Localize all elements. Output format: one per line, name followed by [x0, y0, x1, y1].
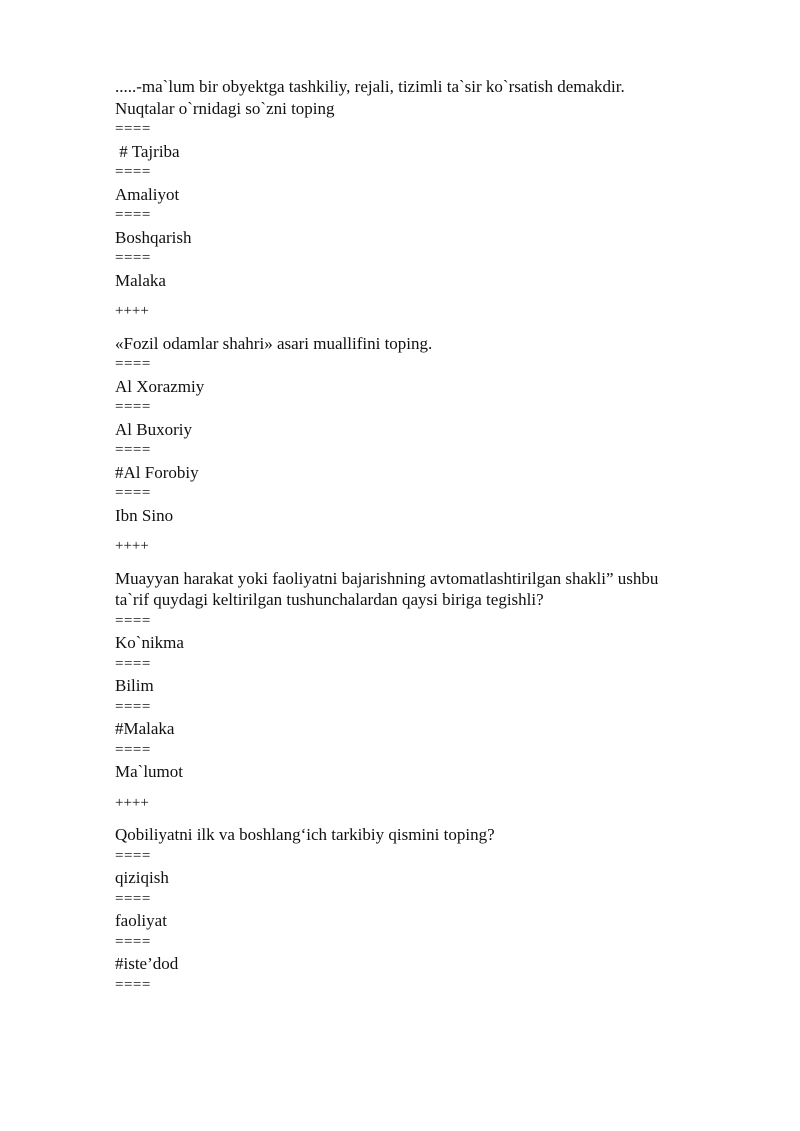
option-separator: ====: [115, 847, 151, 864]
option-separator: ====: [115, 612, 151, 629]
option-separator: ====: [115, 250, 151, 266]
answer-option: Amaliyot: [115, 184, 180, 204]
answer-option: Ko`nikma: [115, 633, 184, 652]
answer-option: qiziqish: [115, 868, 169, 887]
option-separator: ====: [115, 356, 151, 372]
option-separator: ====: [115, 655, 151, 672]
answer-option: # Tajriba: [115, 141, 180, 161]
question-text: Qobiliyatni ilk va boshlang‘ich tarkibiy qismini toping?: [115, 825, 495, 844]
answer-option: #iste’dod: [115, 954, 179, 973]
question-text: Nuqtalar o`rnidagi so`zni toping: [115, 98, 335, 118]
answer-option: #Al Forobiy: [115, 462, 199, 482]
trailing-separator: ====: [115, 976, 151, 993]
answer-option: faoliyat: [115, 911, 167, 930]
block-separator: ++++: [115, 538, 149, 554]
answer-option: Boshqarish: [115, 227, 192, 247]
block-separator: ++++: [115, 303, 149, 319]
answer-option: Ma`lumot: [115, 762, 183, 781]
block-separator: ++++: [115, 794, 149, 811]
question-text: «Fozil odamlar shahri» asari muallifini toping.: [115, 333, 433, 353]
question-text: ta`rif quydagi keltirilgan tushunchalardan qaysi biriga tegishli?: [115, 590, 544, 609]
question-text: .....-ma`lum bir obyektga tashkiliy, rejali, tizimli ta`sir ko`rsatish demakdir.: [115, 77, 625, 96]
answer-option: Bilim: [115, 676, 154, 695]
answer-option: #Malaka: [115, 719, 175, 738]
answer-option: Al Buxoriy: [115, 419, 192, 439]
option-separator: ====: [115, 164, 151, 180]
question-block-3: [115, 568, 735, 783]
option-separator: ====: [115, 485, 151, 501]
option-separator: ====: [115, 121, 151, 137]
question-block-2: [115, 333, 735, 527]
option-separator: ====: [115, 741, 151, 758]
answer-option: Al Xorazmiy: [115, 376, 205, 396]
question-block-4: [115, 824, 735, 996]
option-separator: ====: [115, 890, 151, 907]
answer-option: Ibn Sino: [115, 505, 174, 525]
option-separator: ====: [115, 442, 151, 458]
question-text: Muayyan harakat yoki faoliyatni bajarishning avtomatlashtirilgan shakli” ushbu: [115, 568, 659, 588]
option-separator: ====: [115, 698, 151, 715]
answer-option: Malaka: [115, 270, 166, 290]
option-separator: ====: [115, 933, 151, 950]
option-separator: ====: [115, 207, 151, 223]
document-page: [115, 76, 735, 996]
option-separator: ====: [115, 399, 151, 415]
question-block-1: [115, 76, 735, 291]
